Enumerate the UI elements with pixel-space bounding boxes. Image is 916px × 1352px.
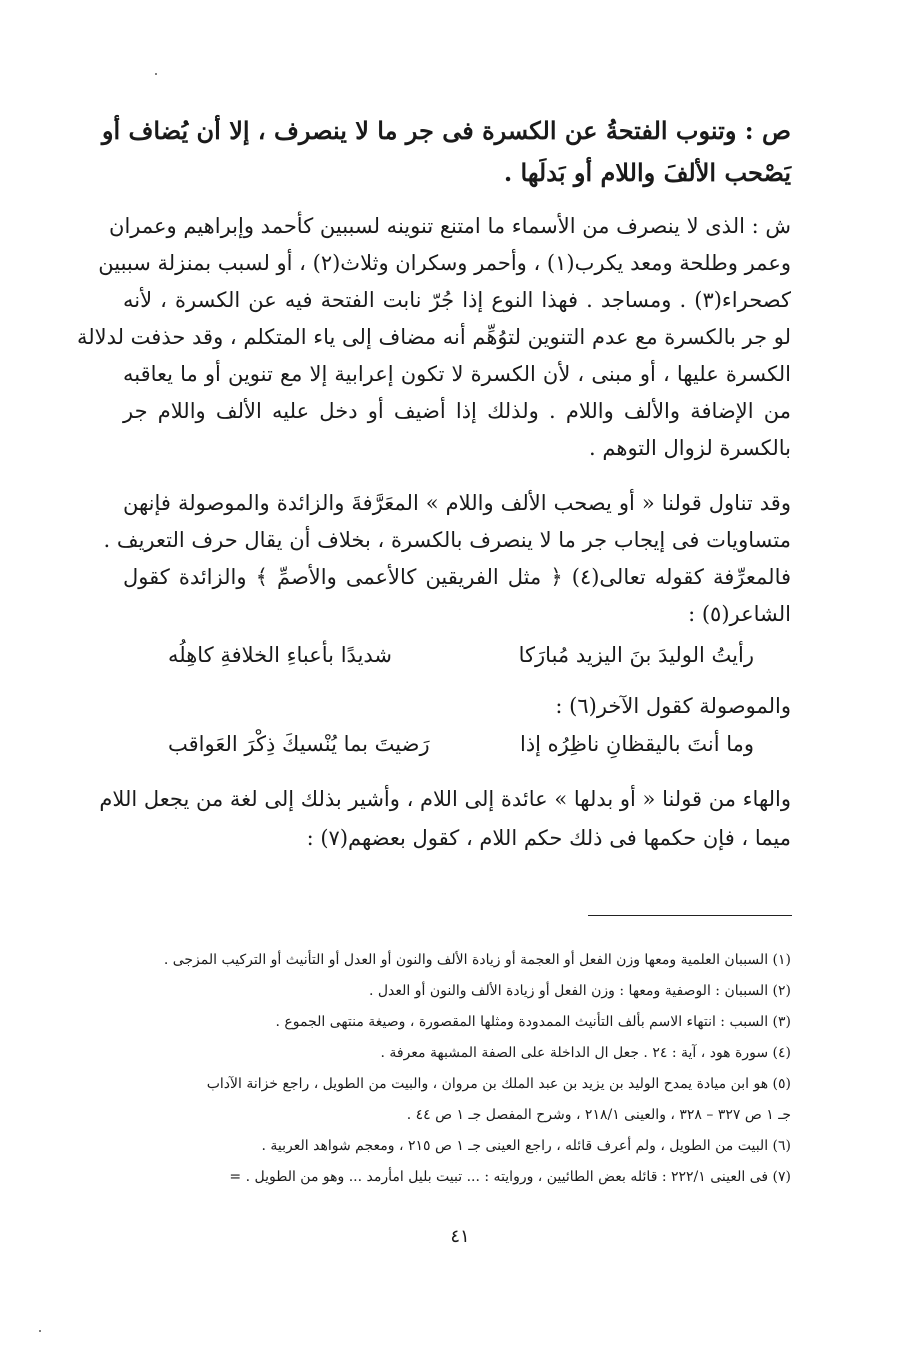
footnote-3: (٣) السبب : انتهاء الاسم بألف التأنيث الممدودة ومثلها المقصورة ، وصيغة منتهى الجموع . [275, 1014, 791, 1030]
footnote-6: (٦) البيت من الطويل ، ولم أعرف قائله ، راجع العينى جـ ١ ص ٢١٥ ، ومعجم شواهد العربية . [261, 1138, 791, 1154]
verse2-second-hemistich: رَضيتَ بما يُنْسيكَ ذِكْرَ العَواقب [168, 732, 430, 756]
para3-line: والموصولة كقول الآخر(٦) : [555, 694, 791, 718]
para2-line-2: متساويات فى إيجاب جر ما لا ينصرف بالكسرة ، بخلاف أن يقال حرف التعريف . [103, 528, 791, 552]
footnote-5-continued: جـ ١ ص ٣٢٧ – ٣٢٨ ، والعينى ٢١٨/١ ، وشرح المفصل جـ ١ ص ٤٤ . [406, 1107, 791, 1123]
para4-line-2: ميما ، فإن حكمها فى ذلك حكم اللام ، كقول بعضهم(٧) : [306, 826, 791, 850]
para1-line-6: من الإضافة والألف واللام . ولذلك إذا أضيف أو دخل عليه الألف واللام جر [123, 399, 791, 423]
para1-line-7: بالكسرة لزوال التوهم . [589, 436, 791, 460]
para2-line-4: الشاعر(٥) : [688, 602, 791, 626]
verse1-second-hemistich: شديدًا بأعباءِ الخلافةِ كاهِلُه [168, 643, 393, 667]
footnote-separator [588, 915, 792, 916]
verse1-first-hemistich: رأيتُ الوليدَ بنَ اليزيد مُبارَكا [518, 643, 754, 667]
footnote-1: (١) السببان العلمية ومعها وزن الفعل أو العجمة أو زيادة الألف والنون أو العدل أو التأنيث أو التركيب المزجى . [163, 952, 791, 968]
verse2-first-hemistich: وما أنتَ باليقظانِ ناظِرُه إذا [519, 732, 754, 756]
footnote-5: (٥) هو ابن ميادة يمدح الوليد بن يزيد بن عبد الملك بن مروان ، والبيت من الطويل ، راجع خزانة الآداب [206, 1076, 791, 1092]
para1-line-1: ش : الذى لا ينصرف من الأسماء ما امتنع تنوينه لسببين كأحمد وإبراهيم وعمران [109, 214, 791, 238]
para1-line-3: كصحراء(٣) . ومساجد . فهذا النوع إذا جُرّ نابت الفتحة فيه عن الكسرة ، لأنه [123, 288, 791, 312]
para1-line-5: الكسرة عليها ، أو مبنى ، لأن الكسرة لا تكون إعرابية إلا مع تنوين أو ما يعاقبه [123, 362, 791, 386]
para2-line-3: فالمعرِّفة كقوله تعالى(٤) ﴿ مثل الفريقين كالأعمى والأصمِّ ﴾ والزائدة كقول [123, 565, 791, 589]
scan-speck [39, 1330, 41, 1332]
para4-line-1: والهاء من قولنا « أو بدلها » عائدة إلى اللام ، وأشير بذلك إلى لغة من يجعل اللام [99, 787, 791, 811]
lead-line-1: ص : وتنوب الفتحةُ عن الكسرة فى جر ما لا ينصرف ، إلا أن يُضاف أو [101, 116, 791, 145]
para1-line-4: لو جر بالكسرة مع عدم التنوين لتوُهِّم أنه مضاف إلى ياء المتكلم ، وقد حذفت لدلالة [76, 325, 791, 349]
lead-line-2: يَصْحب الألفَ واللام أو بَدلَها . [503, 158, 791, 187]
page-number: ٤١ [450, 1226, 470, 1247]
para1-line-2: وعمر وطلحة ومعد يكرب(١) ، وأحمر وسكران وثلاث(٢) ، أو لسبب بمنزلة سببين [98, 251, 791, 275]
scan-speck [155, 73, 157, 75]
footnote-4: (٤) سورة هود ، آية : ٢٤ . جعل ال الداخلة على الصفة المشبهة معرفة . [380, 1045, 791, 1061]
footnote-7: (٧) فى العينى ٢٢٢/١ : قائله بعض الطائيين ، وروايته : ... تبيت بليل امأرمد ... وهو من الطويل . = [229, 1169, 791, 1185]
footnote-2: (٢) السببان : الوصفية ومعها : وزن الفعل أو زيادة الألف والنون أو العدل . [368, 983, 791, 999]
para2-line-1: وقد تناول قولنا « أو يصحب الألف واللام » المعَرَّفةَ والزائدة والموصولة فإنهن [123, 491, 791, 515]
